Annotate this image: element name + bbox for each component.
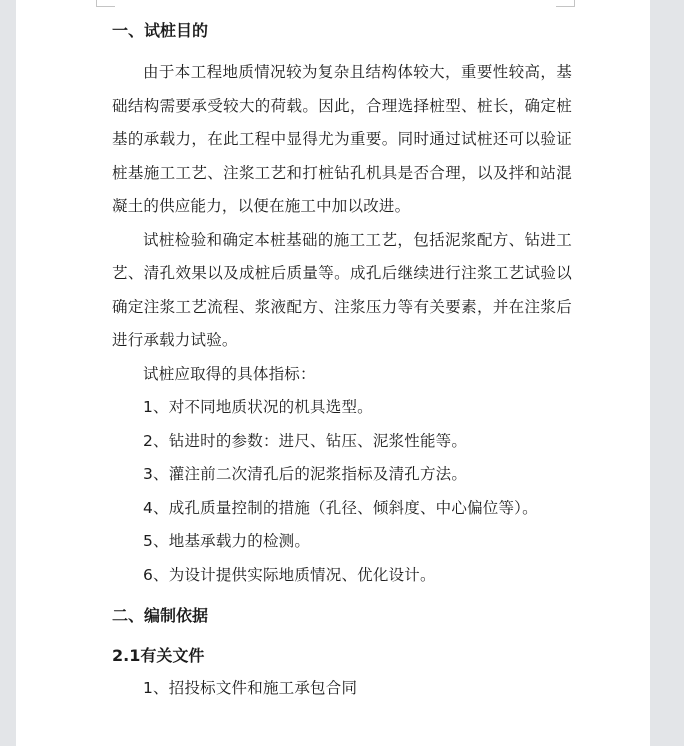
subsection-heading-documents: 2.1有关文件 bbox=[112, 646, 205, 665]
indicator-item-5: 5、地基承载力的检测。 bbox=[143, 532, 311, 550]
indicator-item-4: 4、成孔质量控制的措施（孔径、倾斜度、中心偏位等）。 bbox=[143, 498, 538, 517]
section-heading-basis: 二、编制依据 bbox=[112, 606, 209, 625]
paragraph-purpose-2: 试桩检验和确定本桩基础的施工工艺，包括泥浆配方、钻进工艺、清孔效果以及成桩后质量等。成孔后继续进行注浆工艺试验以确定注浆工艺流程、浆液配方、注浆压力等有关要素，并在注浆后进行承载力试验。 bbox=[112, 230, 572, 349]
page-margin-corner-left bbox=[96, 0, 115, 7]
indicator-item-2: 2、钻进时的参数：进尺、钻压、泥浆性能等。 bbox=[143, 431, 468, 450]
indicator-item-1: 1、对不同地质状况的机具选型。 bbox=[143, 398, 373, 416]
indicator-item-6: 6、为设计提供实际地质情况、优化设计。 bbox=[143, 565, 436, 584]
document-body[interactable] bbox=[112, 14, 572, 706]
indicator-item-3: 3、灌注前二次清孔后的泥浆指标及清孔方法。 bbox=[143, 465, 468, 483]
basis-item-1: 1、招投标文件和施工承包合同 bbox=[143, 679, 358, 697]
page-margin-corner-right bbox=[556, 0, 575, 7]
indicators-intro: 试桩应取得的具体指标： bbox=[143, 364, 316, 383]
paragraph-purpose-1: 由于本工程地质情况较为复杂且结构体较大，重要性较高，基础结构需要承受较大的荷载。因此，合理选择桩型、桩长，确定桩基的承载力，在此工程中显得尤为重要。同时通过试桩还可以验证桩基施工工艺、注浆工艺和打桩钻孔机具是否合理，以及拌和站混凝土的供应能力，以便在施工中加以改进。 bbox=[112, 63, 572, 215]
document-page bbox=[16, 0, 650, 746]
section-heading-purpose: 一、试桩目的 bbox=[112, 21, 209, 40]
